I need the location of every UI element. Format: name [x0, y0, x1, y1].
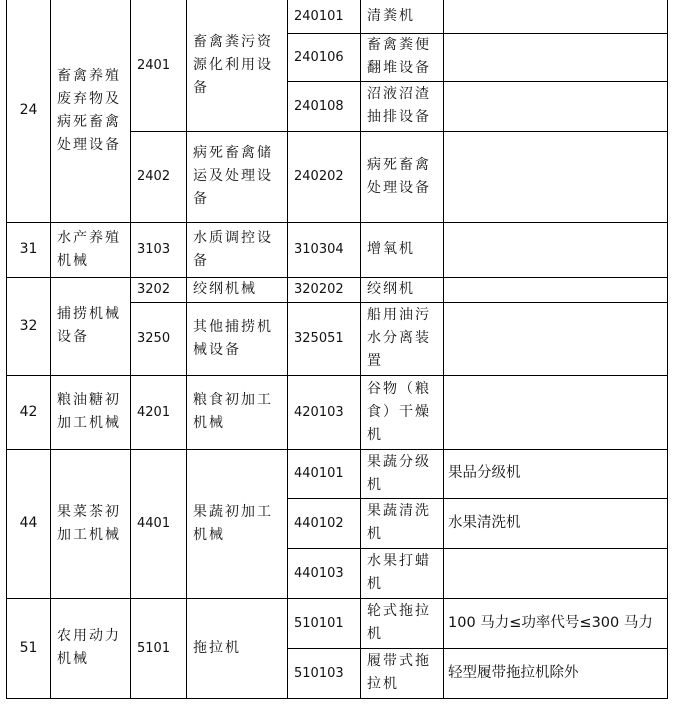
subgroup-name: 病死畜禽储运及处理设备	[187, 131, 288, 222]
item-code: 440102	[288, 498, 361, 548]
item-note: 轻型履带拖拉机除外	[444, 648, 668, 698]
item-code: 240106	[288, 33, 361, 81]
subgroup-name: 粮食初加工机械	[187, 375, 288, 449]
subgroup-name: 畜禽粪污资源化利用设备	[187, 0, 288, 131]
group-number: 44	[7, 449, 51, 598]
item-name: 轮式拖拉机	[361, 598, 444, 648]
subgroup-name: 拖拉机	[187, 598, 288, 698]
category-name: 捕捞机械设备	[51, 277, 131, 375]
subgroup-name: 绞纲机械	[187, 277, 288, 302]
item-name: 船用油污水分离装置	[361, 302, 444, 375]
item-name: 果蔬分级机	[361, 449, 444, 498]
item-name: 履带式拖拉机	[361, 648, 444, 698]
item-note	[444, 33, 668, 81]
subgroup-code: 3250	[131, 302, 187, 375]
group-number: 51	[7, 598, 51, 698]
item-name: 果蔬清洗机	[361, 498, 444, 548]
subgroup-code: 3202	[131, 277, 187, 302]
item-code: 510101	[288, 598, 361, 648]
group-number: 24	[7, 0, 51, 222]
item-name: 沼液沼渣抽排设备	[361, 81, 444, 131]
item-note	[444, 548, 668, 598]
machinery-catalog-table	[6, 0, 668, 699]
item-name: 增氧机	[361, 222, 444, 277]
subgroup-code: 5101	[131, 598, 187, 698]
subgroup-code: 4401	[131, 449, 187, 598]
subgroup-code: 4201	[131, 375, 187, 449]
item-note	[444, 302, 668, 375]
subgroup-code: 2402	[131, 131, 187, 222]
category-name: 果菜茶初加工机械	[51, 449, 131, 598]
item-name: 水果打蜡机	[361, 548, 444, 598]
item-code: 310304	[288, 222, 361, 277]
category-name: 农用动力机械	[51, 598, 131, 698]
table-row	[7, 277, 668, 302]
item-name: 畜禽粪便翻堆设备	[361, 33, 444, 81]
item-note	[444, 375, 668, 449]
subgroup-name: 果蔬初加工机械	[187, 449, 288, 598]
category-name: 水产养殖机械	[51, 222, 131, 277]
item-note	[444, 222, 668, 277]
table-row	[7, 0, 668, 33]
table-row	[7, 222, 668, 277]
item-name: 病死畜禽处理设备	[361, 131, 444, 222]
table-row	[7, 449, 668, 498]
item-note	[444, 0, 668, 33]
subgroup-code: 2401	[131, 0, 187, 131]
category-name: 畜禽养殖废弃物及病死畜禽处理设备	[51, 0, 131, 222]
item-code: 510103	[288, 648, 361, 698]
item-note	[444, 277, 668, 302]
item-note: 100 马力≤功率代号≤300 马力	[444, 598, 668, 648]
item-code: 440101	[288, 449, 361, 498]
table-row	[7, 598, 668, 648]
subgroup-name: 其他捕捞机械设备	[187, 302, 288, 375]
item-note	[444, 81, 668, 131]
item-name: 绞纲机	[361, 277, 444, 302]
group-number: 42	[7, 375, 51, 449]
subgroup-code: 3103	[131, 222, 187, 277]
item-code: 440103	[288, 548, 361, 598]
item-note: 果品分级机	[444, 449, 668, 498]
group-number: 31	[7, 222, 51, 277]
item-code: 240202	[288, 131, 361, 222]
category-name: 粮油糖初加工机械	[51, 375, 131, 449]
item-code: 240108	[288, 81, 361, 131]
item-name: 谷物（粮食）干燥机	[361, 375, 444, 449]
item-note: 水果清洗机	[444, 498, 668, 548]
item-note	[444, 131, 668, 222]
item-code: 240101	[288, 0, 361, 33]
group-number: 32	[7, 277, 51, 375]
table-row	[7, 375, 668, 449]
item-name: 清粪机	[361, 0, 444, 33]
subgroup-name: 水质调控设备	[187, 222, 288, 277]
item-code: 420103	[288, 375, 361, 449]
item-code: 325051	[288, 302, 361, 375]
item-code: 320202	[288, 277, 361, 302]
